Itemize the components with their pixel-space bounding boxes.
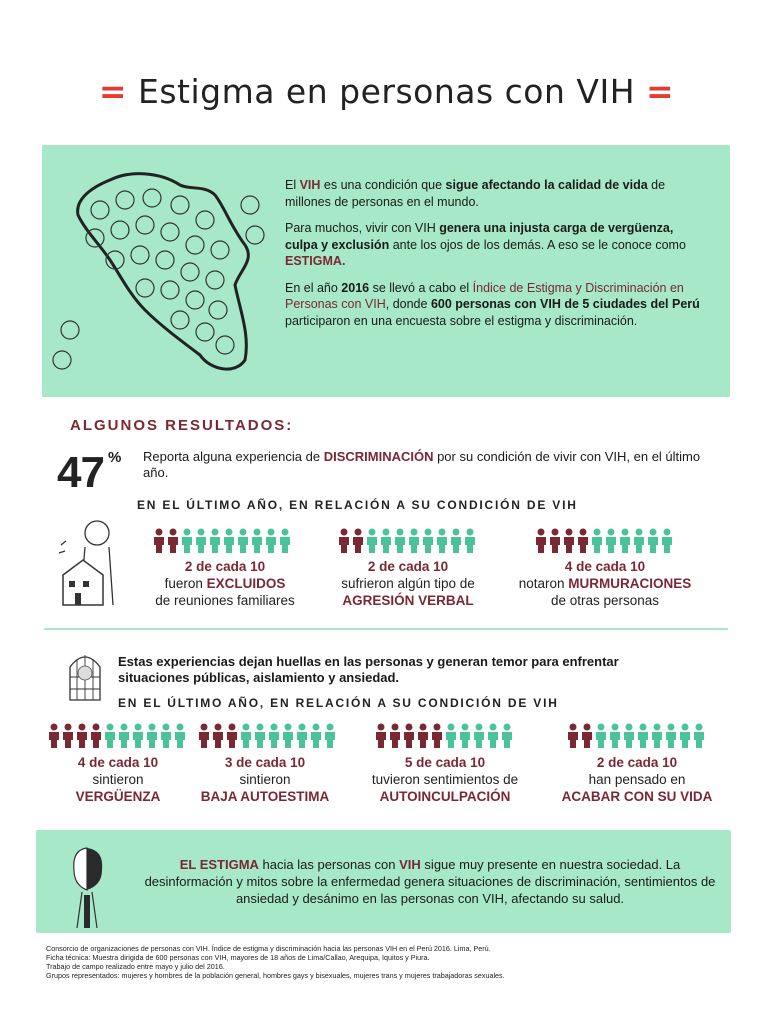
closing-a: EL ESTIGMA bbox=[179, 857, 259, 872]
intro-p3-g: participaron en una encuesta sobre el estigma y discriminación. bbox=[285, 313, 638, 328]
intro-p3-f: 600 personas con VIH de 5 ciudades del Perú bbox=[430, 297, 700, 311]
person-icon-highlighted bbox=[582, 724, 592, 749]
intro-p3-e: , donde bbox=[385, 297, 431, 311]
person-icon-highlighted bbox=[199, 724, 209, 749]
person-icon bbox=[596, 724, 606, 749]
person-icon bbox=[488, 724, 498, 749]
person-icon bbox=[409, 529, 419, 554]
stat-shame-number: 4 de cada 10 bbox=[77, 755, 159, 770]
person-icon-highlighted bbox=[168, 529, 178, 554]
person-icon bbox=[662, 529, 672, 554]
person-icon-highlighted bbox=[418, 724, 428, 749]
intro-p1-a: El bbox=[285, 178, 300, 192]
icons-row1-gossip bbox=[535, 528, 675, 554]
title-left-decoration: = bbox=[98, 72, 127, 111]
icons-row1-verbal bbox=[338, 528, 478, 554]
closing-c: VIH bbox=[399, 857, 421, 872]
stat-gossip-key: MURMURACIONES bbox=[568, 576, 692, 591]
person-icon-highlighted bbox=[536, 529, 546, 554]
person-icon bbox=[446, 724, 456, 749]
person-icon bbox=[381, 529, 391, 554]
stat-excluded-key: EXCLUIDOS bbox=[206, 576, 286, 591]
person-icon bbox=[606, 529, 616, 554]
intro-p3-b: 2016 bbox=[341, 280, 370, 295]
person-icon bbox=[311, 724, 321, 749]
stat-verbal-key: AGRESIÓN VERBAL bbox=[342, 593, 474, 608]
person-icon-highlighted bbox=[49, 724, 59, 749]
icons-row1-excluded bbox=[153, 528, 293, 554]
person-icon bbox=[133, 724, 143, 749]
stat-shame-key: VERGÜENZA bbox=[75, 789, 161, 804]
person-icon bbox=[460, 724, 470, 749]
section-divider bbox=[44, 628, 728, 630]
person-icon bbox=[367, 529, 377, 554]
person-icon-highlighted bbox=[550, 529, 560, 554]
person-icon bbox=[196, 529, 206, 554]
person-icon-highlighted bbox=[77, 724, 87, 749]
stat-gossip-line2: notaron bbox=[518, 576, 569, 591]
person-icon-highlighted bbox=[91, 724, 101, 749]
person-icon bbox=[624, 724, 634, 749]
person-icon bbox=[269, 724, 279, 749]
stat-self-blame bbox=[345, 754, 545, 805]
stat-verbal-line2: sufrieron algún tipo de bbox=[341, 576, 475, 591]
discrimination-percent: 47 bbox=[57, 448, 104, 497]
person-icon bbox=[175, 724, 185, 749]
person-icon-highlighted bbox=[227, 724, 237, 749]
person-icon-highlighted bbox=[213, 724, 223, 749]
person-icon-highlighted bbox=[432, 724, 442, 749]
intro-p3-c: se llevó a cabo el bbox=[369, 280, 473, 295]
discrimination-text-c: por su condición de vivir con VIH, en el último año. bbox=[143, 449, 701, 480]
intro-p1-d: sigue afectando la calidad de vida bbox=[445, 178, 648, 192]
intro-p1-b: VIH bbox=[299, 178, 321, 192]
person-icon bbox=[648, 529, 658, 554]
person-icon bbox=[241, 724, 251, 749]
person-icon-highlighted bbox=[568, 724, 578, 749]
stat-self-esteem bbox=[170, 754, 360, 805]
person-icon bbox=[182, 529, 192, 554]
person-icon bbox=[465, 529, 475, 554]
stat-selfesteem-key: BAJA AUTOESTIMA bbox=[200, 789, 330, 804]
intro-p2-b: genera una injusta carga de vergüenza, culpa y exclusión bbox=[285, 221, 674, 252]
person-icon-highlighted bbox=[339, 529, 349, 554]
person-icon bbox=[297, 724, 307, 749]
intro-text bbox=[285, 177, 707, 339]
percent-sign: % bbox=[108, 449, 122, 466]
stat-excluded-line2: fueron bbox=[164, 576, 207, 591]
intro-p2-c: ante los ojos de los demás. A eso se le conoce como bbox=[389, 237, 686, 252]
stat-selfesteem-number: 3 de cada 10 bbox=[224, 755, 306, 770]
intro-paragraph-3 bbox=[285, 280, 707, 330]
person-icon bbox=[210, 529, 220, 554]
intro-p2-a: Para muchos, vivir con VIH bbox=[285, 221, 440, 235]
person-icon bbox=[280, 529, 290, 554]
person-icon-highlighted bbox=[390, 724, 400, 749]
stat-gossip-number: 4 de cada 10 bbox=[564, 559, 646, 574]
footer-line-3: Trabajo de campo realizado entre mayo y julio del 2016. bbox=[46, 962, 225, 971]
icons-row2-selfblame bbox=[375, 723, 515, 749]
person-icon-highlighted bbox=[353, 529, 363, 554]
person-icon bbox=[238, 529, 248, 554]
subheading-row1: EN EL ÚLTIMO AÑO, EN RELACIÓN A SU CONDICIÓN DE VIH bbox=[137, 498, 578, 512]
person-icon bbox=[105, 724, 115, 749]
footer-line-1: Consorcio de organizaciones de personas con VIH. Índice de estigma y discriminación hacia las personas VIH en el Perú 2016. Lima, Perú. bbox=[46, 944, 491, 953]
title-text: Estigma en personas con VIH bbox=[137, 72, 636, 111]
closing-text bbox=[140, 856, 720, 907]
person-icon bbox=[451, 529, 461, 554]
icons-row2-shame bbox=[48, 723, 188, 749]
footer-line-4: Grupos representados: mujeres y hombres de la población general, hombres gays y bisexuales, mujeres trans y mujeres trabajadoras sexuales. bbox=[46, 971, 505, 980]
person-icon bbox=[437, 529, 447, 554]
intro-p2-d: ESTIGMA. bbox=[285, 254, 346, 268]
person-icon bbox=[694, 724, 704, 749]
person-icon-highlighted bbox=[376, 724, 386, 749]
person-icon bbox=[395, 529, 405, 554]
stat-gossip-line3: de otras personas bbox=[550, 593, 660, 608]
person-icon-highlighted bbox=[564, 529, 574, 554]
person-icon bbox=[423, 529, 433, 554]
person-icon bbox=[502, 724, 512, 749]
person-icon bbox=[119, 724, 129, 749]
title-right-decoration: = bbox=[646, 72, 675, 111]
person-icon bbox=[652, 724, 662, 749]
discrimination-text-b: DISCRIMINACIÓN bbox=[323, 449, 434, 464]
person-icon bbox=[680, 724, 690, 749]
person-icon-highlighted bbox=[154, 529, 164, 554]
stat-gossip bbox=[505, 558, 705, 609]
intro-paragraph-1 bbox=[285, 177, 707, 210]
subheading-row2: EN EL ÚLTIMO AÑO, EN RELACIÓN A SU CONDICIÓN DE VIH bbox=[118, 696, 559, 710]
page-title bbox=[0, 72, 773, 111]
discrimination-text bbox=[143, 449, 703, 481]
split-face-illustration bbox=[62, 840, 122, 930]
icons-row2-selfesteem bbox=[198, 723, 338, 749]
peru-map-illustration bbox=[40, 150, 280, 390]
closing-b: hacia las personas con bbox=[258, 857, 400, 872]
person-icon bbox=[224, 529, 234, 554]
stat-suicide-key: ACABAR CON SU VIDA bbox=[561, 789, 713, 804]
icons-row2-suicide bbox=[567, 723, 707, 749]
intro-p3-d: Índice de Estigma y Discriminación en Personas con VIH bbox=[285, 280, 684, 311]
person-icon bbox=[634, 529, 644, 554]
intro-p1-e: de millones de personas en el mundo. bbox=[285, 178, 666, 209]
person-house-illustration bbox=[55, 515, 125, 610]
stat-excluded bbox=[125, 558, 325, 609]
person-icon-highlighted bbox=[63, 724, 73, 749]
footer-line-2: Ficha técnica: Muestra dirigida de 600 personas con VIH, mayores de 18 años de Lima/Callao, Arequipa, Iquitos y Piura. bbox=[46, 953, 430, 962]
stat-verbal-number: 2 de cada 10 bbox=[367, 559, 449, 574]
person-icon bbox=[592, 529, 602, 554]
intro-p1-c: es una condición que bbox=[320, 178, 446, 192]
results-heading: ALGUNOS RESULTADOS: bbox=[70, 417, 294, 434]
person-icon bbox=[610, 724, 620, 749]
stat-selfblame-key: AUTOINCULPACIÓN bbox=[379, 789, 511, 804]
intro-paragraph-2 bbox=[285, 220, 707, 270]
stat-excluded-number: 2 de cada 10 bbox=[184, 559, 266, 574]
person-icon bbox=[666, 724, 676, 749]
stat-selfesteem-line2: sintieron bbox=[239, 772, 291, 787]
footer-notes bbox=[46, 944, 746, 980]
person-icon bbox=[252, 529, 262, 554]
stat-suicide-line2: han pensado en bbox=[588, 772, 686, 787]
stat-verbal-aggression bbox=[308, 558, 508, 609]
middle-text: Estas experiencias dejan huellas en las personas y generan temor para enfrentar situaciones públicas, aislamiento y ansiedad. bbox=[118, 654, 619, 685]
stat-selfblame-number: 5 de cada 10 bbox=[404, 755, 486, 770]
person-icon bbox=[283, 724, 293, 749]
person-icon bbox=[620, 529, 630, 554]
stat-suicidal-thoughts bbox=[537, 754, 737, 805]
caged-head-illustration bbox=[60, 645, 110, 705]
person-icon bbox=[266, 529, 276, 554]
stat-suicide-number: 2 de cada 10 bbox=[596, 755, 678, 770]
person-icon bbox=[474, 724, 484, 749]
person-icon-highlighted bbox=[578, 529, 588, 554]
person-icon-highlighted bbox=[404, 724, 414, 749]
discrimination-text-a: Reporta alguna experiencia de bbox=[143, 449, 324, 464]
person-icon bbox=[638, 724, 648, 749]
stat-selfblame-line2: tuvieron sentimientos de bbox=[371, 772, 519, 787]
person-icon bbox=[255, 724, 265, 749]
closing-d: sigue muy presente en nuestra sociedad. La desinformación y mitos sobre la enfermedad genera situaciones de discriminación, sentimientos de ansiedad y desánimo en las personas con VIH, afectando su salud. bbox=[144, 857, 716, 906]
person-icon bbox=[325, 724, 335, 749]
person-icon bbox=[161, 724, 171, 749]
stat-excluded-line3: de reuniones familiares bbox=[155, 593, 295, 608]
stat-shame-line2: sintieron bbox=[92, 772, 144, 787]
intro-p3-a: En el año bbox=[285, 280, 342, 295]
person-icon bbox=[147, 724, 157, 749]
